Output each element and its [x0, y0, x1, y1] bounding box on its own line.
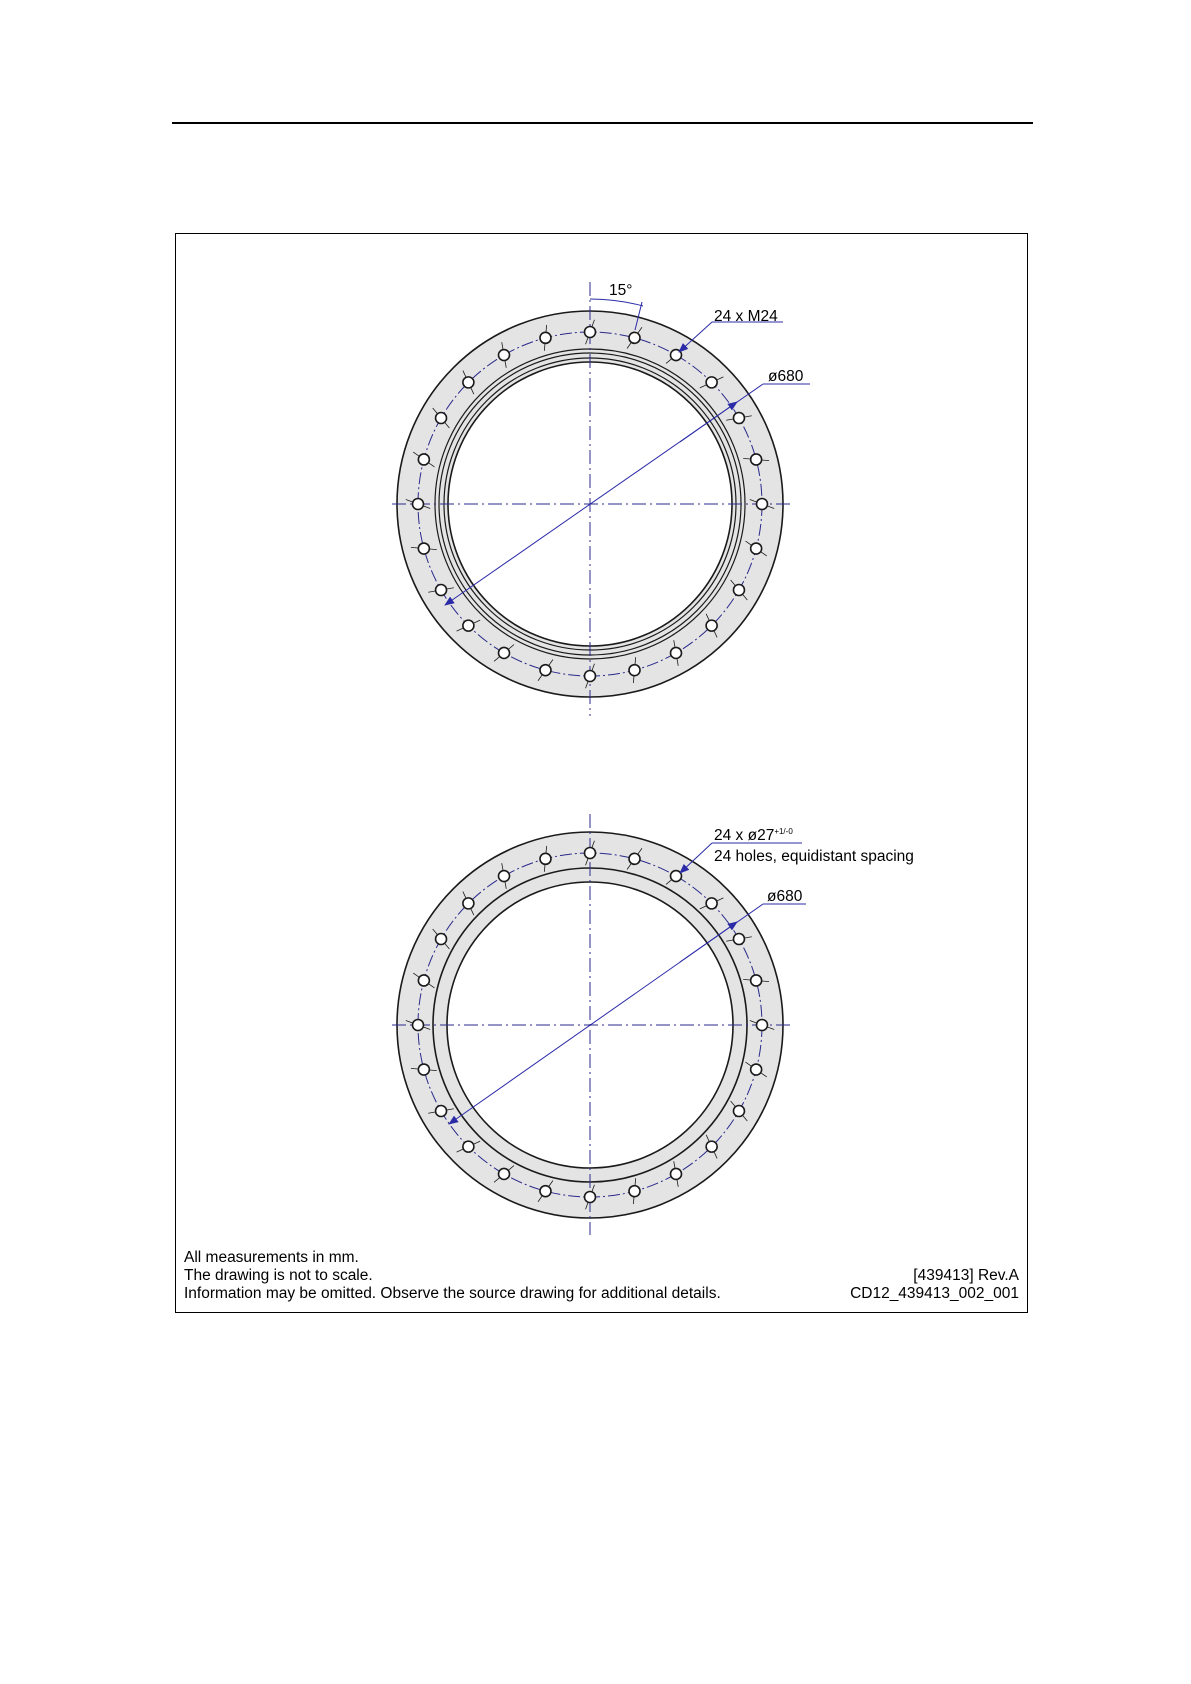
- bottom-hole: [751, 975, 762, 986]
- top-hole: [671, 647, 682, 658]
- bottom-diameter-label: ø680: [767, 888, 803, 905]
- top-hole: [629, 665, 640, 676]
- top-hole: [751, 454, 762, 465]
- top-hole: [436, 585, 447, 596]
- top-hole: [757, 499, 768, 510]
- top-hole: [585, 671, 596, 682]
- bottom-hole: [463, 898, 474, 909]
- top-hole: [706, 620, 717, 631]
- bottom-hole: [436, 934, 447, 945]
- drawing-id: CD12_439413_002_001: [850, 1285, 1019, 1302]
- top-diameter-label: ø680: [768, 368, 804, 385]
- top-hole: [418, 543, 429, 554]
- bottom-hole: [733, 934, 744, 945]
- bottom-hole: [706, 1141, 717, 1152]
- bottom-hole: [499, 1168, 510, 1179]
- bottom-hole: [706, 898, 717, 909]
- bottom-hole: [585, 1192, 596, 1203]
- bottom-hole: [413, 1020, 424, 1031]
- angle-label: 15°: [609, 282, 633, 299]
- top-hole: [499, 647, 510, 658]
- bottom-hole: [436, 1106, 447, 1117]
- top-hole: [733, 413, 744, 424]
- top-hole: [706, 377, 717, 388]
- hole-spacing-label: 24 holes, equidistant spacing: [714, 848, 914, 865]
- top-flange-view: [392, 282, 810, 716]
- top-hole: [463, 377, 474, 388]
- bottom-hole: [629, 853, 640, 864]
- bottom-hole: [585, 848, 596, 859]
- top-hole: [413, 499, 424, 510]
- bottom-flange-view: [392, 814, 914, 1235]
- bottom-hole: [463, 1141, 474, 1152]
- top-hole: [629, 332, 640, 343]
- bottom-hole: [751, 1064, 762, 1075]
- bottom-hole: [757, 1020, 768, 1031]
- bottom-hole: [499, 871, 510, 882]
- note-measurements: All measurements in mm.: [184, 1249, 359, 1266]
- top-hole: [499, 350, 510, 361]
- bottom-hole: [540, 1186, 551, 1197]
- bottom-hole: [418, 1064, 429, 1075]
- bottom-hole: [671, 871, 682, 882]
- revision-label: [439413] Rev.A: [913, 1267, 1019, 1284]
- note-scale: The drawing is not to scale.: [184, 1267, 373, 1284]
- thread-label: 24 x M24: [714, 308, 778, 325]
- bottom-hole: [629, 1186, 640, 1197]
- bottom-hole: [671, 1168, 682, 1179]
- hole-label: 24 x $ø27^{+1/-0}$: [714, 827, 793, 844]
- top-hole: [418, 454, 429, 465]
- top-hole: [463, 620, 474, 631]
- top-hole: [751, 543, 762, 554]
- bottom-hole: [733, 1106, 744, 1117]
- note-omitted: Information may be omitted. Observe the source drawing for additional details.: [184, 1285, 721, 1302]
- angle-dimension-arc: [590, 299, 643, 306]
- hole-tolerance: +1/-0: [774, 827, 793, 836]
- top-hole: [733, 585, 744, 596]
- bottom-hole: [540, 853, 551, 864]
- bottom-hole: [418, 975, 429, 986]
- top-hole: [540, 665, 551, 676]
- top-hole: [436, 413, 447, 424]
- top-hole: [540, 332, 551, 343]
- top-hole: [585, 327, 596, 338]
